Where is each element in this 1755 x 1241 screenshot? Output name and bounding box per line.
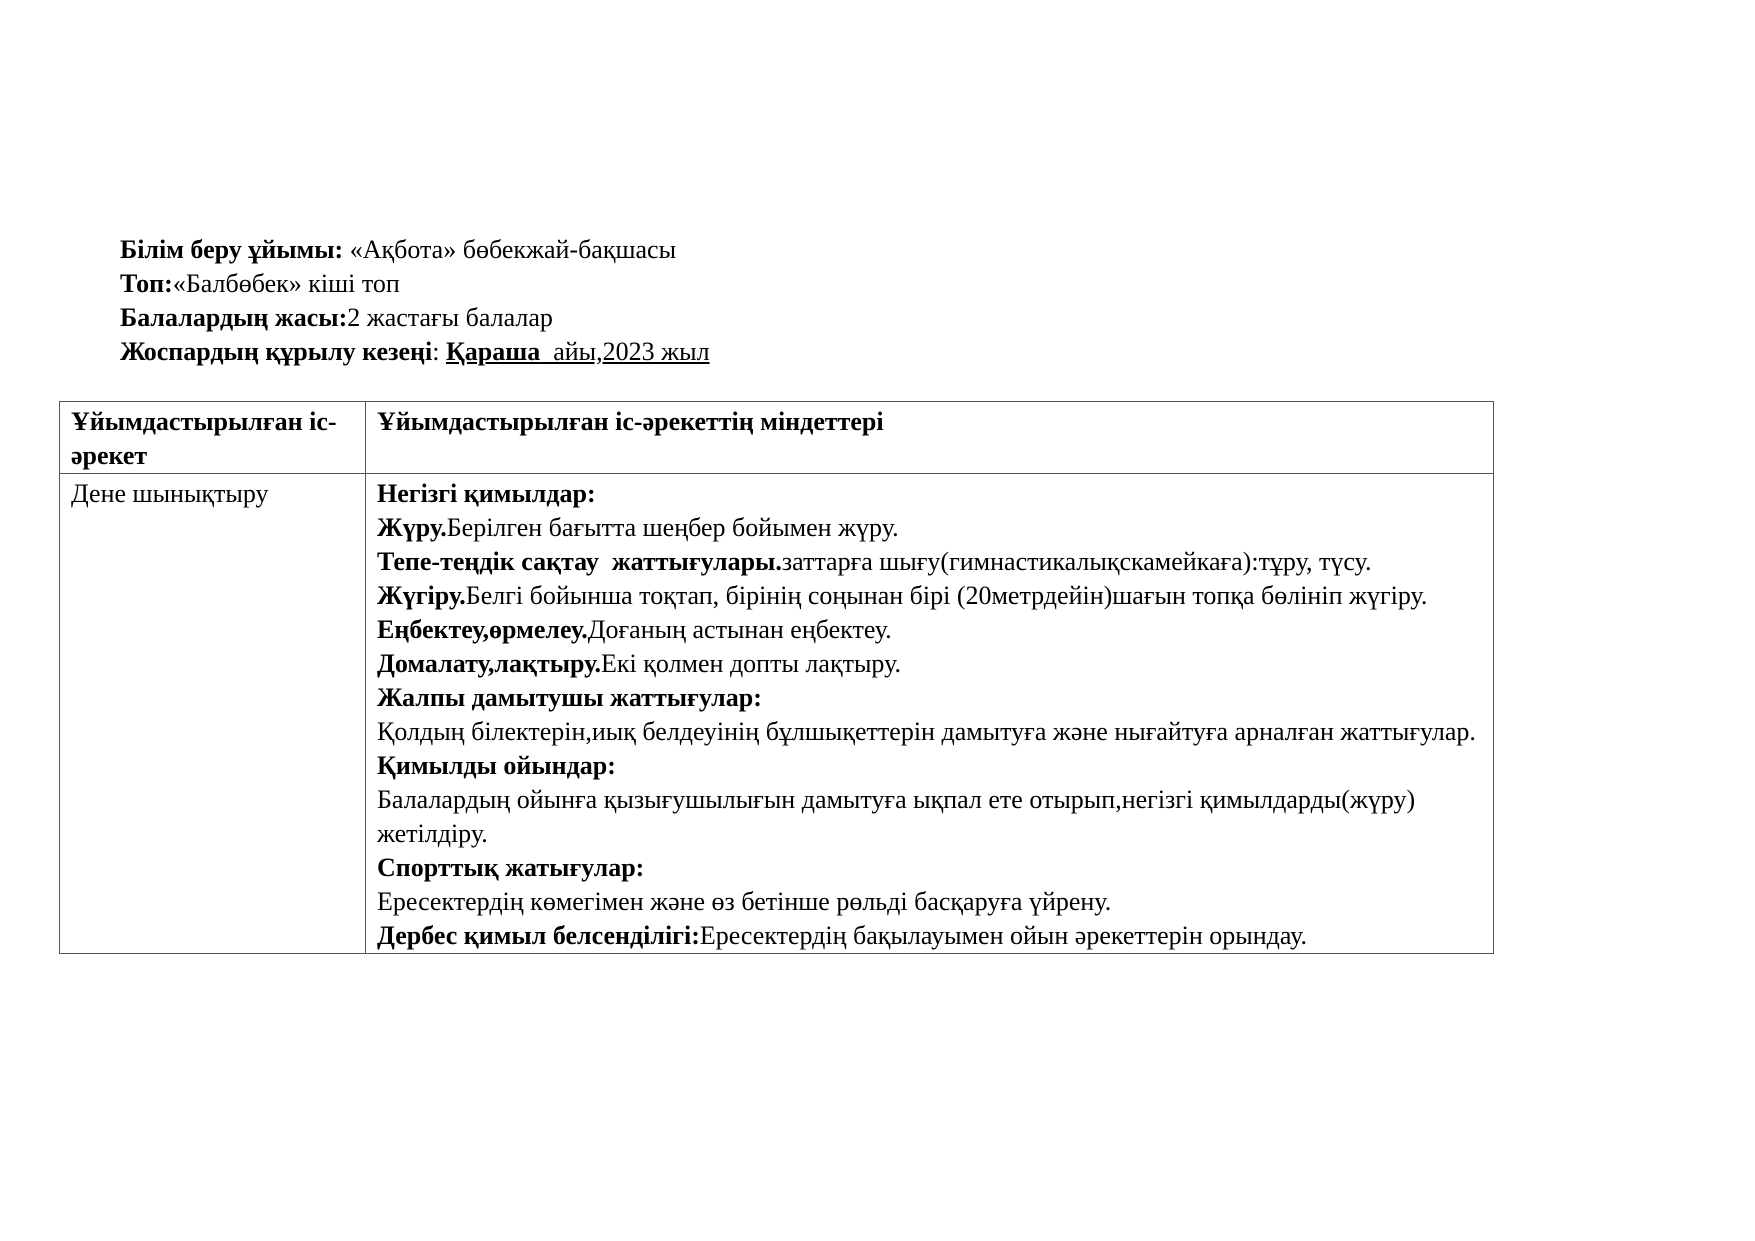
- organization-value: «Ақбота» бөбекжай-бақшасы: [343, 235, 677, 264]
- crawling-text: Доғаның астынан еңбектеу.: [587, 615, 892, 644]
- column-header-tasks: Ұйымдастырылған іс-әрекеттің міндеттері: [366, 402, 1494, 474]
- period-rest: айы,2023 жыл: [540, 337, 710, 366]
- independent-activity-text: Ересектердің бақылауымен ойын әрекеттерін орындау.: [699, 921, 1308, 950]
- rolling-label: Домалату,лақтыру.: [377, 649, 602, 678]
- group-value: «Балбөбек» кіші топ: [172, 269, 400, 298]
- table-header-row: [60, 402, 1494, 474]
- crawling-label: Еңбектеу,өрмелеу.: [377, 615, 588, 644]
- age-value: 2 жастағы балалар: [347, 303, 553, 332]
- balance-label: Тепе-теңдік сақтау жаттығулары.: [377, 547, 782, 576]
- general-exercises-text: Қолдың білектерін,иық белдеуінің бұлшықеттерін дамытуға және нығайтуға арналған жаттығулар.: [377, 717, 1476, 746]
- group-line: [120, 267, 710, 301]
- organization-line: [120, 233, 710, 267]
- running-label: Жүгіру.: [377, 581, 466, 610]
- period-month: Қараша: [445, 337, 541, 366]
- group-label: Топ:: [120, 269, 173, 298]
- table-row: [60, 474, 1494, 954]
- sport-exercises-text: Ересектердің көмегімен және өз бетінше рөльді басқаруға үйрену.: [377, 887, 1112, 916]
- period-line: [120, 335, 710, 369]
- period-label: Жоспардың құрылу кезеңі: [120, 337, 433, 366]
- age-line: [120, 301, 710, 335]
- document-header: [120, 233, 710, 369]
- balance-text: заттарға шығу(гимнастикалықскамейкаға):тұру, түсу.: [781, 547, 1372, 576]
- plan-table: [59, 401, 1494, 954]
- running-text: Белгі бойынша тоқтап, бірінің соңынан бірі (20метрдейін)шағын топқа бөлініп жүгіру.: [465, 581, 1428, 610]
- period-colon: :: [432, 337, 446, 366]
- movement-games-text: Балалардың ойынға қызығушылығын дамытуға ықпал ете отырып,негізгі қимылдарды(жүру) жетілдіру.: [377, 785, 1416, 848]
- general-exercises-title: Жалпы дамытушы жаттығулар:: [377, 683, 762, 712]
- rolling-paragraph: [377, 647, 1485, 681]
- rolling-text: Екі қолмен допты лақтыру.: [601, 649, 901, 678]
- sport-exercises-title: Спорттық жатығулар:: [377, 853, 645, 882]
- column-header-activity: Ұйымдастырылған іс-әрекет: [60, 402, 366, 474]
- walking-text: Берілген бағытта шеңбер бойымен жүру.: [446, 513, 899, 542]
- movement-games-title: Қимылды ойындар:: [377, 751, 616, 780]
- walking-paragraph: [377, 511, 1485, 545]
- balance-paragraph: [377, 545, 1485, 579]
- independent-activity-label: Дербес қимыл белсенділігі:: [377, 921, 700, 950]
- independent-activity-paragraph: [377, 919, 1485, 953]
- tasks-cell: [366, 474, 1494, 954]
- age-label: Балалардың жасы:: [120, 303, 348, 332]
- walking-label: Жүру.: [377, 513, 447, 542]
- activity-cell: Дене шынықтыру: [60, 474, 366, 954]
- crawling-paragraph: [377, 613, 1485, 647]
- running-paragraph: [377, 579, 1485, 613]
- main-movements-title: Негізгі қимылдар:: [377, 479, 596, 508]
- organization-label: Білім беру ұйымы:: [120, 235, 344, 264]
